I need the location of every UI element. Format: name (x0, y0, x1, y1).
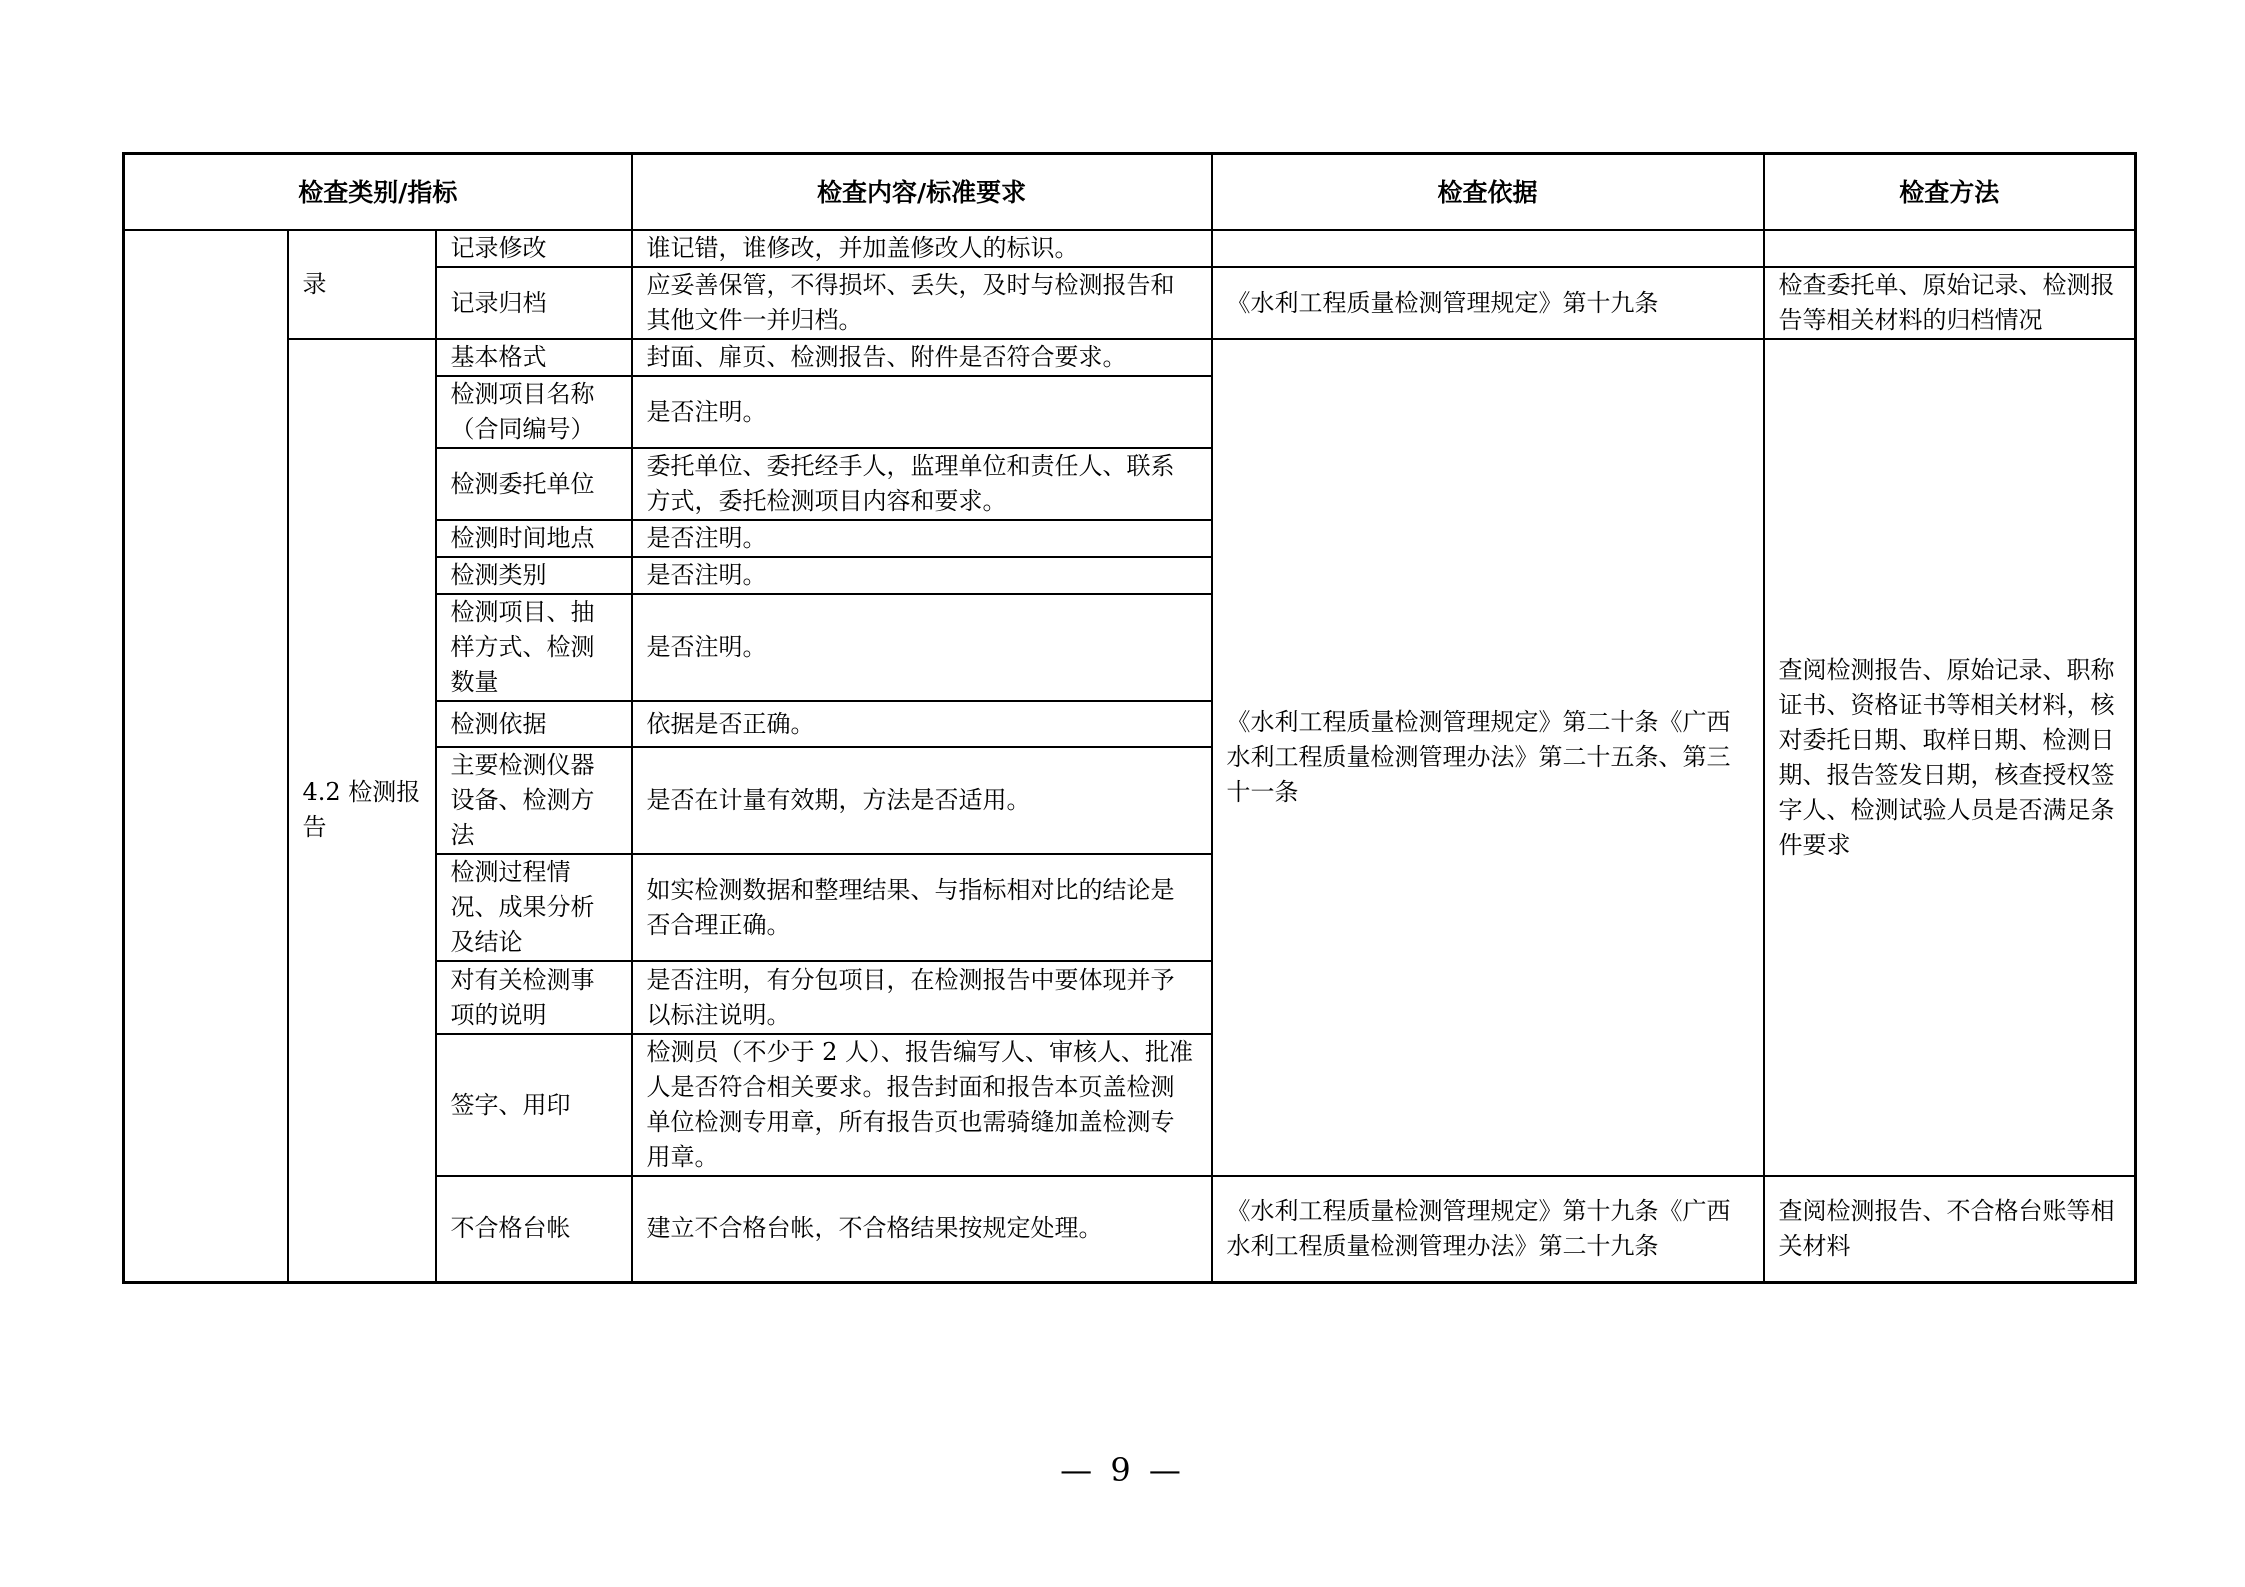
inspection-table (122, 152, 2137, 1284)
header-basis: 检查依据 (1212, 154, 1764, 231)
category-record: 录 (288, 230, 436, 339)
content-cell: 谁记错，谁修改，并加盖修改人的标识。 (632, 230, 1212, 267)
header-method: 检查方法 (1764, 154, 2136, 231)
item-cell: 签字、用印 (436, 1034, 632, 1176)
page-number: — 9 — (1060, 1451, 1185, 1489)
basis-cell: 《水利工程质量检测管理规定》第十九条《广西水利工程质量检测管理办法》第二十九条 (1212, 1176, 1764, 1282)
table-row (124, 230, 2136, 267)
basis-cell: 《水利工程质量检测管理规定》第十九条 (1212, 267, 1764, 339)
item-cell: 记录修改 (436, 230, 632, 267)
item-cell: 检测委托单位 (436, 448, 632, 520)
content-cell: 建立不合格台帐，不合格结果按规定处理。 (632, 1176, 1212, 1282)
method-cell: 查阅检测报告、不合格台账等相关材料 (1764, 1176, 2136, 1282)
content-cell: 应妥善保管，不得损坏、丢失，及时与检测报告和其他文件一并归档。 (632, 267, 1212, 339)
item-cell: 检测过程情况、成果分析及结论 (436, 854, 632, 961)
category-level1 (124, 230, 288, 1282)
table-row (124, 339, 2136, 376)
content-cell: 是否注明，有分包项目，在检测报告中要体现并予以标注说明。 (632, 961, 1212, 1034)
item-cell: 基本格式 (436, 339, 632, 376)
method-cell (1764, 230, 2136, 267)
content-cell: 检测员（不少于 2 人）、报告编写人、审核人、批准人是否符合相关要求。报告封面和报告本页盖检测单位检测专用章，所有报告页也需骑缝加盖检测专用章。 (632, 1034, 1212, 1176)
item-cell: 主要检测仪器设备、检测方法 (436, 747, 632, 854)
item-cell: 检测时间地点 (436, 520, 632, 557)
table-header-row (124, 154, 2136, 231)
content-cell: 是否注明。 (632, 376, 1212, 448)
item-cell: 对有关检测事项的说明 (436, 961, 632, 1034)
item-cell: 检测项目名称（合同编号） (436, 376, 632, 448)
content-cell: 是否注明。 (632, 557, 1212, 594)
category-report: 4.2 检测报告 (288, 339, 436, 1282)
content-cell: 是否注明。 (632, 594, 1212, 701)
content-cell: 如实检测数据和整理结果、与指标相对比的结论是否合理正确。 (632, 854, 1212, 961)
basis-cell (1212, 230, 1764, 267)
basis-merged-cell: 《水利工程质量检测管理规定》第二十条《广西水利工程质量检测管理办法》第二十五条、第三十一条 (1212, 339, 1764, 1176)
content-cell: 封面、扉页、检测报告、附件是否符合要求。 (632, 339, 1212, 376)
item-cell: 检测类别 (436, 557, 632, 594)
header-category: 检查类别/指标 (124, 154, 632, 231)
header-content: 检查内容/标准要求 (632, 154, 1212, 231)
content-cell: 是否在计量有效期，方法是否适用。 (632, 747, 1212, 854)
item-cell: 记录归档 (436, 267, 632, 339)
item-cell: 检测项目、抽样方式、检测数量 (436, 594, 632, 701)
content-cell: 是否注明。 (632, 520, 1212, 557)
item-cell: 检测依据 (436, 701, 632, 747)
content-cell: 委托单位、委托经手人，监理单位和责任人、联系方式，委托检测项目内容和要求。 (632, 448, 1212, 520)
content-cell: 依据是否正确。 (632, 701, 1212, 747)
method-cell: 检查委托单、原始记录、检测报告等相关材料的归档情况 (1764, 267, 2136, 339)
item-cell: 不合格台帐 (436, 1176, 632, 1282)
method-merged-cell: 查阅检测报告、原始记录、职称证书、资格证书等相关材料，核对委托日期、取样日期、检测日期、报告签发日期，核查授权签字人、检测试验人员是否满足条件要求 (1764, 339, 2136, 1176)
